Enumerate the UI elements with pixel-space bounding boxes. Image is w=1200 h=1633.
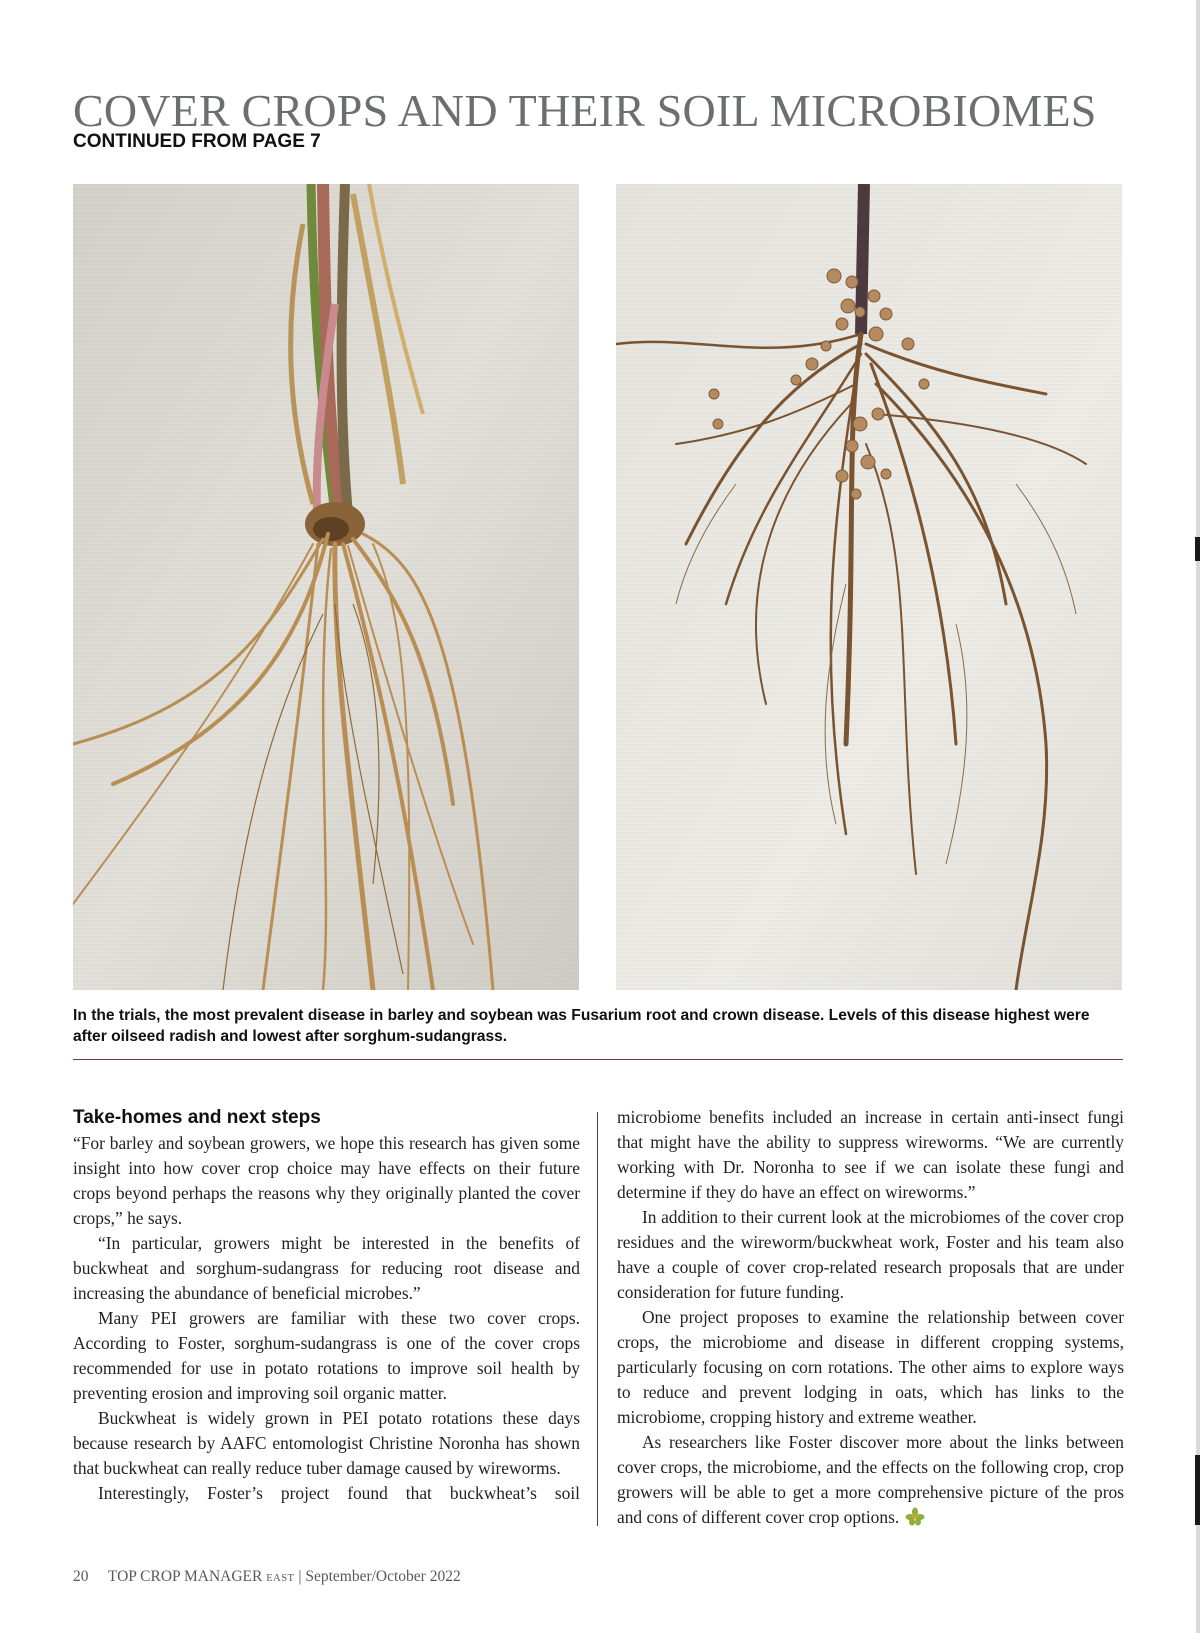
- footer-separator: |: [298, 1568, 302, 1585]
- paragraph: Buckwheat is widely grown in PEI potato rotations these days because research by AAFC entomologist Christine Noronha has shown that buckwheat can really reduce tuber damage caused by wireworms.: [73, 1408, 580, 1478]
- column-divider: [597, 1112, 598, 1526]
- paragraph-final: [617, 1430, 1124, 1530]
- paragraph: Interestingly, Foster’s project found that buckwheat’s soil: [98, 1483, 580, 1503]
- section-heading: Take-homes and next steps: [73, 1107, 321, 1128]
- photo-soybean-roots: [616, 184, 1122, 990]
- paragraph: Many PEI growers are familiar with these two cover crops. According to Foster, sorghum-sudangrass is one of the cover crops recommended for use in potato rotations to improve soil health by preventing erosion and improving soil organic matter.: [73, 1308, 580, 1403]
- magazine-name: TOP CROP MANAGER: [107, 1568, 263, 1585]
- issue-date: September/October 2022: [305, 1568, 461, 1585]
- continued-from-label: CONTINUED FROM PAGE 7: [73, 131, 321, 152]
- edition-label: EAST: [266, 1573, 295, 1584]
- paragraph: microbiome benefits included an increase in certain anti-insect fungi that might have the ability to suppress wireworms. “We are currently working with Dr. Noronha to see if we can isolate these fungi and determine if they do have an effect on wireworms.”: [617, 1107, 1124, 1202]
- page-number: 20: [73, 1568, 89, 1585]
- page-edge: [1196, 0, 1200, 1633]
- paragraph: “In particular, growers might be interested in the benefits of buckwheat and sorghum-sudangrass for reducing root disease and increasing the abundance of beneficial microbes.”: [73, 1233, 580, 1303]
- paragraph: “For barley and soybean growers, we hope this research has given some insight into how cover crop choice may have effects on their future crops beyond perhaps the reasons why they originally planted the cover crops,” he says.: [73, 1133, 580, 1228]
- figure-caption: In the trials, the most prevalent disease in barley and soybean was Fusarium root and crown disease. Levels of this disease highest were after oilseed radish and lowest after sorghum-sudangrass.: [73, 1007, 1090, 1045]
- caption-divider: [73, 1059, 1123, 1060]
- article-column-right: [617, 1105, 1124, 1530]
- paragraph: In addition to their current look at the microbiomes of the cover crop residues and the wireworm/buckwheat work, Foster and his team also have a couple of cover crop-related research proposals that are under consideration for future funding.: [617, 1207, 1124, 1302]
- page-edge-mark: [1195, 1455, 1200, 1525]
- page-footer: [73, 1568, 461, 1586]
- article-column-left: [73, 1105, 580, 1506]
- leaf-icon: [905, 1507, 925, 1527]
- page-title: COVER CROPS AND THEIR SOIL MICROBIOMES: [73, 85, 1097, 136]
- paragraph: One project proposes to examine the relationship between cover crops, the microbiome and disease in different cropping systems, particularly focusing on corn rotations. The other aims to explore ways to reduce and prevent lodging in oats, which has links to the microbiome, cropping history and extreme weather.: [617, 1307, 1124, 1427]
- page-edge-mark: [1195, 537, 1200, 561]
- photo-barley-roots: [73, 184, 579, 990]
- paragraph-final-text: As researchers like Foster discover more about the links between cover crops, the microbiome, and the effects on the following crop, crop growers will be able to get a more comprehensive picture of the pros and cons of different cover crop options.: [617, 1432, 1124, 1527]
